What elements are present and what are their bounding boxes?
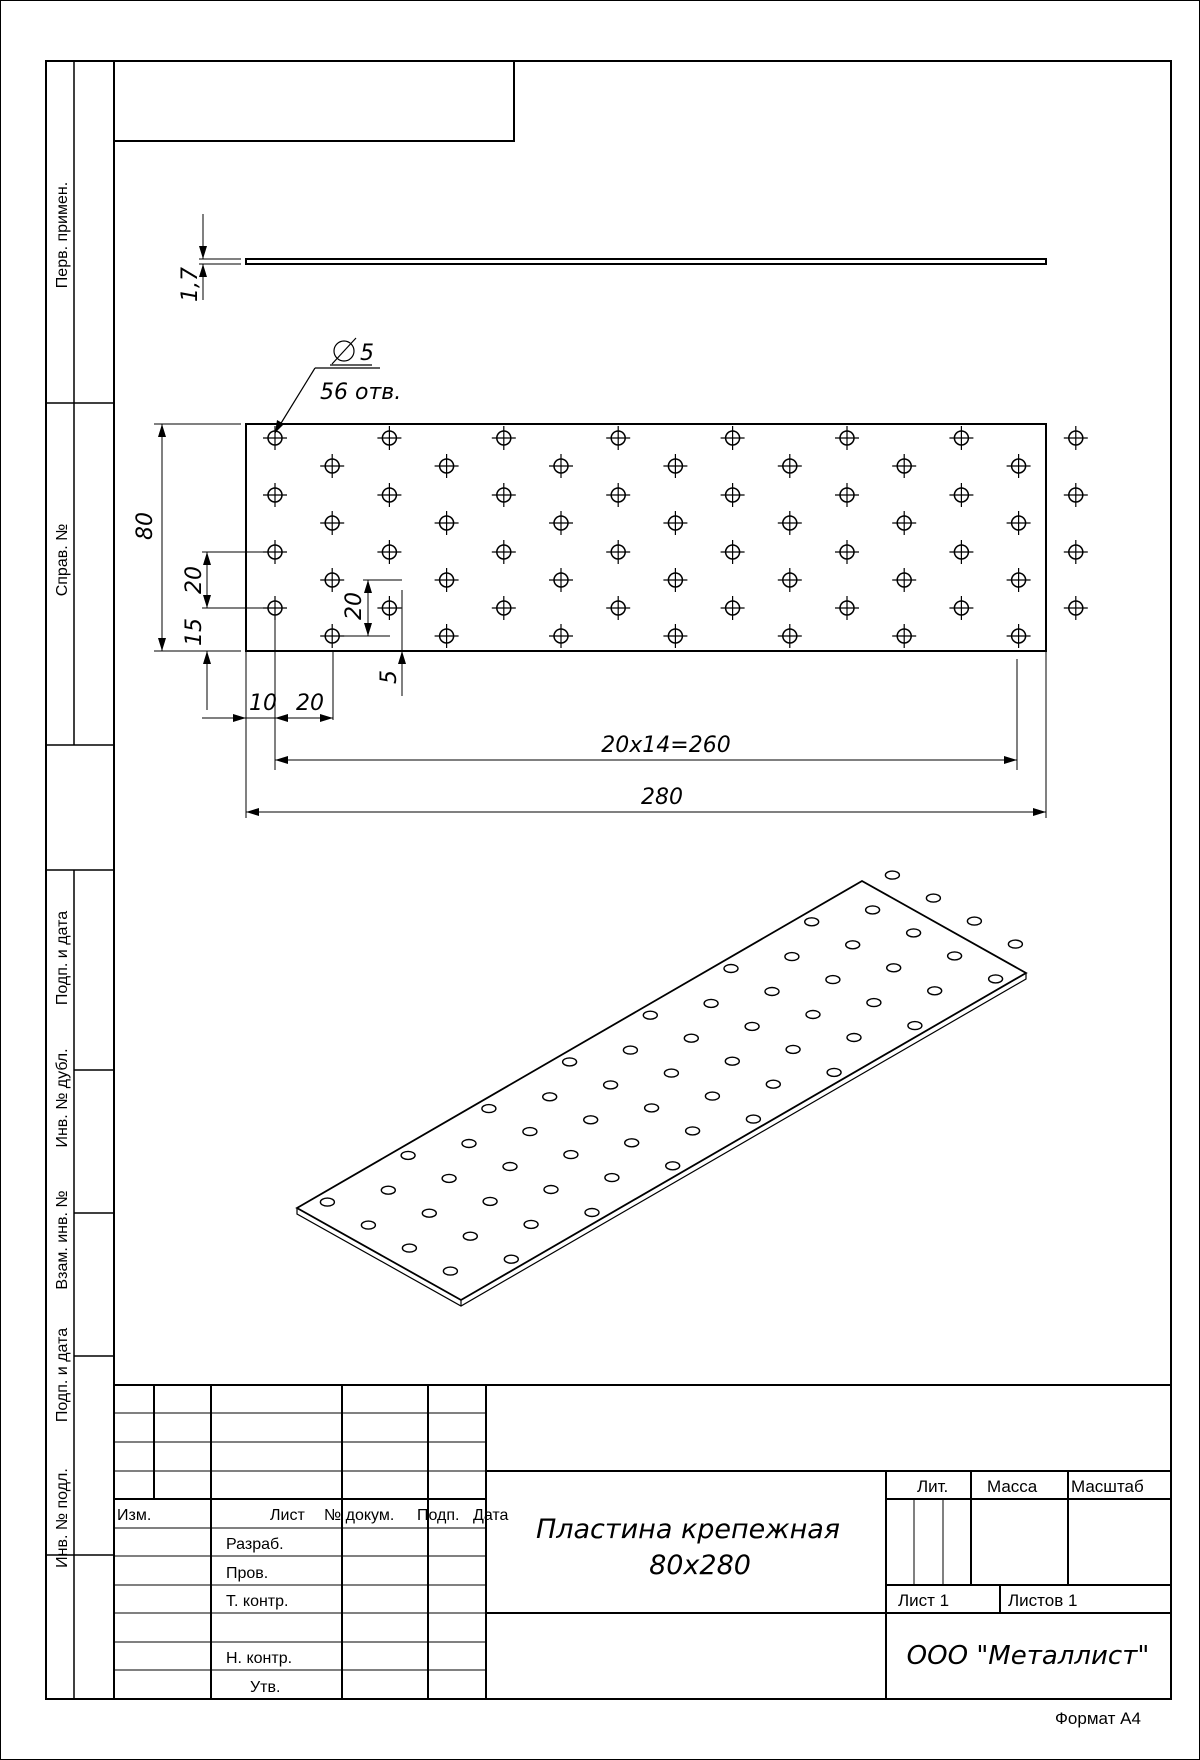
hole-centerline [1064,483,1088,507]
hole-centerline [949,483,973,507]
dim-row-pitch-inner: 20 [342,592,367,620]
hole-centerline [492,540,516,564]
hole-centerline [721,596,745,620]
tb-row-prov: Пров. [226,1565,269,1582]
dim-small-offset: 5 [377,670,402,684]
hole-centerline [835,483,859,507]
hole-centerline [778,511,802,535]
top-stamp-box [114,61,514,141]
hole-centerline [721,540,745,564]
isometric-hole [885,871,899,879]
hole-centerline [492,596,516,620]
side-label-podp-data-1: Подп. и дата [54,910,71,1006]
hole-centerline [1007,624,1031,648]
hole-centerline [320,454,344,478]
hole-centerline [263,426,287,450]
hole-centerline [263,483,287,507]
tb-row-nkontr: Н. контр. [226,1650,293,1667]
hole-centerline [492,483,516,507]
hole-centerline [1064,540,1088,564]
tb-masshtab: Масштаб [1071,1477,1144,1496]
dim-hole-dia: 5 [360,341,374,366]
side-view [199,214,1046,300]
hole-centerline [835,540,859,564]
hole-centerline [549,454,573,478]
dim-bottom-offset: 15 [182,618,207,646]
dim-height: 80 [133,512,158,540]
hole-centerline [1064,426,1088,450]
hole-centerline [663,624,687,648]
side-label-vzam-inv: Взам. инв. № [54,1190,71,1290]
isometric-hole [967,917,981,925]
tb-col-list: Лист [270,1507,305,1524]
hole-centerline [549,624,573,648]
hole-centerline [835,596,859,620]
hole-centerline [606,483,630,507]
tb-row-utv: Утв. [250,1679,281,1696]
sheet-format: Формат А4 [1055,1709,1141,1728]
hole-centerline [778,454,802,478]
hole-centerline [606,596,630,620]
tb-col-izm: Изм. [117,1507,152,1524]
tb-lit: Лит. [917,1477,949,1496]
isometric-hole [1008,940,1022,948]
hole-centerline [663,511,687,535]
hole-centerline [549,511,573,535]
side-label-inv-podl: Инв. № подл. [54,1468,71,1568]
hole-centerline [1007,454,1031,478]
tb-row-tkontr: Т. контр. [226,1593,289,1610]
isometric-hole [926,894,940,902]
hole-centerline [892,454,916,478]
hole-centerline [377,540,401,564]
drawing-title-line2: 80x280 [649,1550,751,1581]
tb-row-razrab: Разраб. [226,1536,284,1553]
hole-centerline [492,426,516,450]
hole-centerline [377,483,401,507]
hole-centerline [721,426,745,450]
hole-centerline [778,568,802,592]
hole-centerline [377,596,401,620]
hole-centerline [435,624,459,648]
dim-row-pitch-left: 20 [182,566,207,594]
hole-centerline [892,624,916,648]
dim-col-pitch: 20 [296,691,324,716]
company-name: ООО "Металлист" [906,1641,1150,1671]
tb-massa: Масса [987,1477,1038,1496]
side-label-sprav-no: Справ. № [54,523,71,597]
hole-centerline [606,426,630,450]
side-label-perv-primen: Перв. примен. [54,181,71,289]
hole-centerline [320,568,344,592]
dim-thickness: 1,7 [178,267,203,302]
hole-centerline [606,540,630,564]
hole-centerline [1007,568,1031,592]
side-label-inv-dubl: Инв. № дубл. [54,1048,71,1148]
hole-centerline [949,426,973,450]
hole-centerline [663,454,687,478]
frame-border [46,61,1171,1699]
hole-centerline [721,483,745,507]
drawing-title-line1: Пластина крепежная [535,1514,841,1545]
tb-col-data: Дата [473,1507,509,1524]
hole-centerline [320,511,344,535]
hole-centerline [835,426,859,450]
hole-centerline [435,511,459,535]
tb-sheet: Лист 1 [898,1591,950,1610]
hole-centerline [435,454,459,478]
dim-hole-count: 56 отв. [320,380,402,405]
hole-centerline [892,568,916,592]
hole-centerline [435,568,459,592]
hole-centerline [549,568,573,592]
hole-centerline [663,568,687,592]
hole-centerline [1064,596,1088,620]
isometric-view [297,881,1026,1306]
dim-overall-length: 280 [641,785,683,810]
hole-centerline [778,624,802,648]
tb-col-dokum: № докум. [324,1507,395,1524]
hole-centerline [377,426,401,450]
side-label-podp-data-2: Подп. и дата [54,1327,71,1423]
dim-chain: 20x14=260 [601,733,731,758]
hole-centerline [892,511,916,535]
dim-left-offset: 10 [249,691,277,716]
hole-centerline [949,540,973,564]
tb-sheets-total: Листов 1 [1008,1591,1078,1610]
hole-centerline [1007,511,1031,535]
tb-col-podp: Подп. [417,1507,460,1524]
hole-centerline [949,596,973,620]
hole-pattern [263,426,1088,648]
